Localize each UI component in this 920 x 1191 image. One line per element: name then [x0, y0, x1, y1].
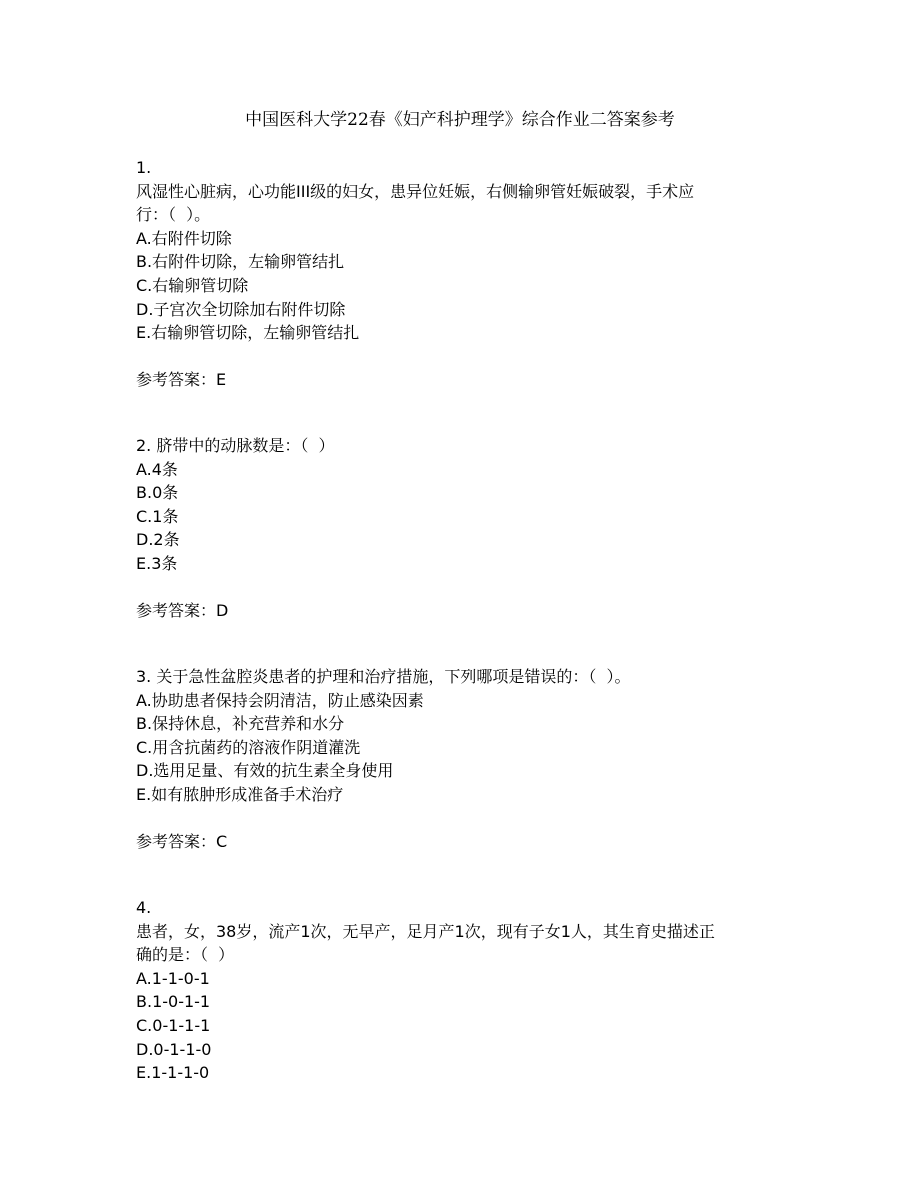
option-e: E.右输卵管切除，左输卵管结扎	[136, 323, 360, 343]
question-4	[136, 896, 786, 1085]
option-c: C.1条	[136, 506, 179, 526]
option-d: D.0-1-1-0	[136, 1039, 212, 1059]
option-b: B.右附件切除，左输卵管结扎	[136, 252, 345, 272]
reference-answer: 参考答案：D	[136, 601, 229, 621]
option-b: B.保持休息，补充营养和水分	[136, 714, 345, 734]
option-e: E.3条	[136, 553, 178, 573]
question-number: 1.	[136, 158, 152, 177]
question-stem-line: 行：（ ）。	[136, 205, 211, 225]
option-d: D.子宫次全切除加右附件切除	[136, 299, 346, 319]
option-a: A.1-1-0-1	[136, 968, 210, 988]
reference-answer: 参考答案：E	[136, 370, 227, 390]
option-a: A.4条	[136, 459, 178, 479]
option-c: C.用含抗菌药的溶液作阴道灌洗	[136, 737, 361, 757]
question-stem-line: 患者，女，38岁，流产1次，无早产，足月产1次，现有子女1人，其生育史描述正	[136, 921, 715, 941]
option-b: B.0条	[136, 483, 179, 503]
question-stem-line: 2. 脐带中的动脉数是：（ ）	[136, 436, 335, 455]
question-stem-line: 3. 关于急性盆腔炎患者的护理和治疗措施，下列哪项是错误的：（ ）。	[136, 667, 631, 686]
option-c: C.右输卵管切除	[136, 275, 249, 295]
question-1	[136, 156, 786, 392]
option-d: D.选用足量、有效的抗生素全身使用	[136, 761, 394, 781]
reference-answer: 参考答案：C	[136, 832, 228, 852]
option-e: E.1-1-1-0	[136, 1063, 210, 1083]
question-2	[136, 434, 786, 623]
option-d: D.2条	[136, 530, 180, 550]
question-stem-line: 风湿性心脏病，心功能III级的妇女，患异位妊娠，右侧输卵管妊娠破裂，手术应	[136, 181, 695, 201]
question-stem-line: 确的是：（ ）	[136, 945, 235, 965]
option-c: C.0-1-1-1	[136, 1015, 211, 1035]
question-3	[136, 665, 786, 854]
option-a: A.协助患者保持会阴清洁，防止感染因素	[136, 690, 424, 710]
question-number: 4.	[136, 898, 152, 917]
option-e: E.如有脓肿形成准备手术治疗	[136, 784, 344, 804]
option-b: B.1-0-1-1	[136, 992, 211, 1012]
option-a: A.右附件切除	[136, 228, 232, 248]
document-title: 中国医科大学22春《妇产科护理学》综合作业二答案参考	[245, 110, 675, 130]
